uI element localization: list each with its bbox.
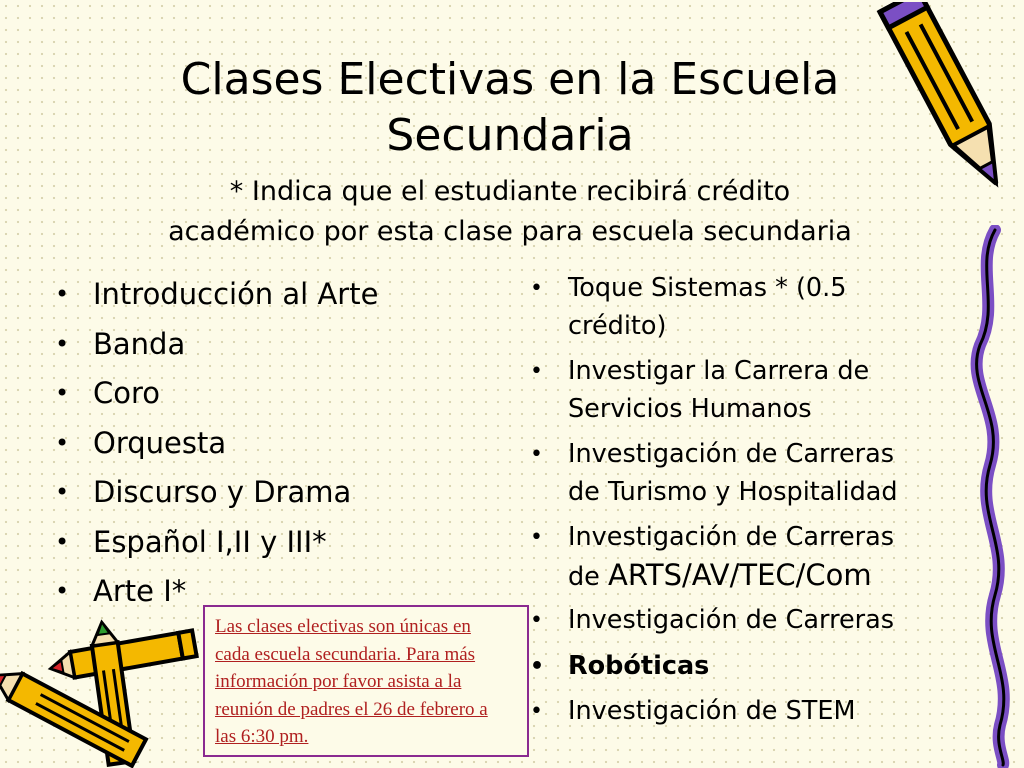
list-item	[530, 270, 970, 345]
title-line-2: Secundaria	[386, 110, 634, 161]
list-item	[530, 436, 970, 511]
pencil-icon	[860, 2, 1010, 247]
list-item-line: de Turismo y Hospitalidad	[568, 476, 898, 507]
note-line: Las clases electivas son únicas en	[215, 616, 471, 637]
list-item: • Robóticas	[530, 648, 970, 686]
list-item: • Investigación de STEM	[530, 693, 970, 731]
list-item-line: crédito)	[568, 310, 667, 341]
title-line-1: Clases Electivas en la Escuela	[180, 54, 840, 105]
list-item: • Orquesta	[55, 419, 455, 469]
list-item	[530, 353, 970, 428]
list-item	[530, 519, 970, 596]
note-line: cada escuela secundaria. Para más	[215, 643, 476, 665]
pencils-icon	[0, 612, 205, 768]
list-item: • Introducción al Arte	[55, 270, 455, 320]
list-item: • Banda	[55, 320, 455, 370]
squiggle-decoration	[955, 225, 1024, 768]
list-item: • Coro	[55, 369, 455, 419]
list-item-prefix: de	[568, 561, 608, 592]
subtitle-line-1: * Indica que el estudiante recibirá crédito	[229, 176, 791, 207]
list-item-line: • Investigación de Carreras	[568, 439, 895, 469]
list-item-line: Servicios Humanos	[568, 393, 812, 424]
list-item-line	[568, 557, 970, 597]
list-item: • Discurso y Drama	[55, 468, 455, 518]
list-item-line: • Investigación de Carreras	[568, 522, 895, 552]
slide-subtitle	[90, 172, 930, 252]
left-elective-list	[55, 270, 455, 617]
list-item: • Investigación de Carreras	[530, 602, 970, 640]
list-item-emphasis: ARTS/AV/TEC/Com	[607, 557, 872, 592]
list-item: • Arte I*	[55, 567, 455, 617]
subtitle-line-2: académico por esta clase para escuela secundaria	[168, 216, 852, 247]
note-line: reunión de padres el 26 de febrero a	[215, 698, 488, 720]
list-item-line: • Investigar la Carrera de	[568, 356, 870, 386]
list-item: • Español I,II y III*	[55, 518, 455, 568]
slide-title	[100, 52, 920, 164]
note-line: información por favor asista a la	[215, 671, 462, 692]
note-line: las 6:30 pm.	[215, 726, 309, 747]
right-elective-list	[530, 270, 970, 739]
list-item-line: • Toque Sistemas * (0.5	[568, 273, 847, 303]
parent-meeting-note	[203, 605, 529, 757]
